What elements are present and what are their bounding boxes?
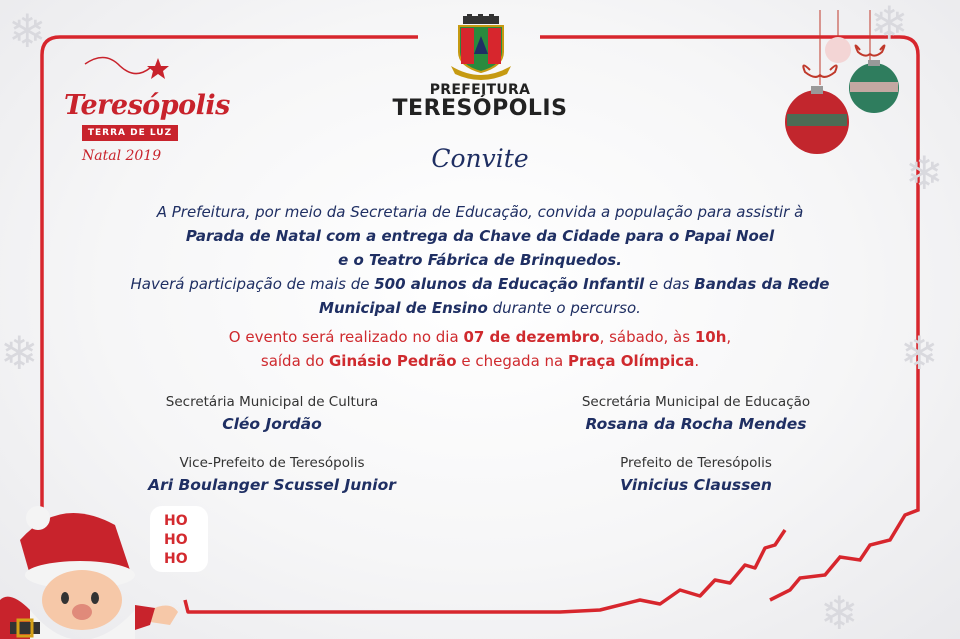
logo-ribbon: TERRA DE LUZ xyxy=(82,125,178,141)
snowflake-icon: ❄ xyxy=(870,0,909,50)
signature-role: Secretária Municipal de Cultura xyxy=(165,394,379,410)
header-line1: PREFEITURA xyxy=(429,82,531,98)
signature-role: Vice-Prefeito de Teresópolis xyxy=(179,455,365,471)
signature-block xyxy=(102,453,442,497)
signature-block xyxy=(526,392,866,436)
signature-name: Vinicius Claussen xyxy=(620,476,772,494)
paragraph-line: Haverá participação de mais de 500 alunos da Educação Infantil e das Bandas da Rede xyxy=(130,275,830,293)
paragraph-line-bold: e o Teatro Fábrica de Brinquedos. xyxy=(338,251,622,269)
signature-name: Cléo Jordão xyxy=(222,415,322,433)
signature-role: Prefeito de Teresópolis xyxy=(620,455,772,471)
snowflake-icon: ❄ xyxy=(900,326,939,380)
paragraph-line: A Prefeitura, por meio da Secretaria de Educação, convida a população para assistir à xyxy=(156,203,804,221)
invitation-paragraph xyxy=(80,200,880,320)
christmas-ornaments-icon xyxy=(770,10,910,160)
paragraph-line: Municipal de Ensino durante o percurso. xyxy=(319,299,641,317)
header-line2: TERESÓPOLIS xyxy=(392,96,568,121)
event-details xyxy=(80,325,880,373)
signature-role: Secretária Municipal de Educação xyxy=(581,394,811,410)
star-icon xyxy=(80,52,180,92)
signature-block xyxy=(526,453,866,497)
logo-subtitle: Natal 2019 xyxy=(82,148,162,164)
hohoho-text: HO HO HO xyxy=(164,513,188,567)
convite-title: Convite xyxy=(431,144,529,173)
snowflake-icon: ❄ xyxy=(0,326,39,380)
signature-name: Ari Boulanger Scussel Junior xyxy=(148,476,396,494)
teresopolis-natal-logo xyxy=(60,52,230,172)
signature-name: Rosana da Rocha Mendes xyxy=(585,415,807,433)
snowflake-icon: ❄ xyxy=(820,586,859,639)
event-line: saída do Ginásio Pedrão e chegada na Praça Olímpica. xyxy=(260,352,700,370)
hohoho-bubble xyxy=(150,506,210,574)
municipal-crest-icon xyxy=(441,14,521,80)
event-line: O evento será realizado no dia 07 de dezembro, sábado, às 10h, xyxy=(228,328,732,346)
paragraph-line-bold: Parada de Natal com a entrega da Chave da Cidade para o Papai Noel xyxy=(185,227,775,245)
signature-block xyxy=(102,392,442,436)
snowflake-icon: ❄ xyxy=(8,4,47,58)
snowflake-icon: ❄ xyxy=(905,146,944,200)
logo-script-title: Teresópolis xyxy=(64,90,230,121)
